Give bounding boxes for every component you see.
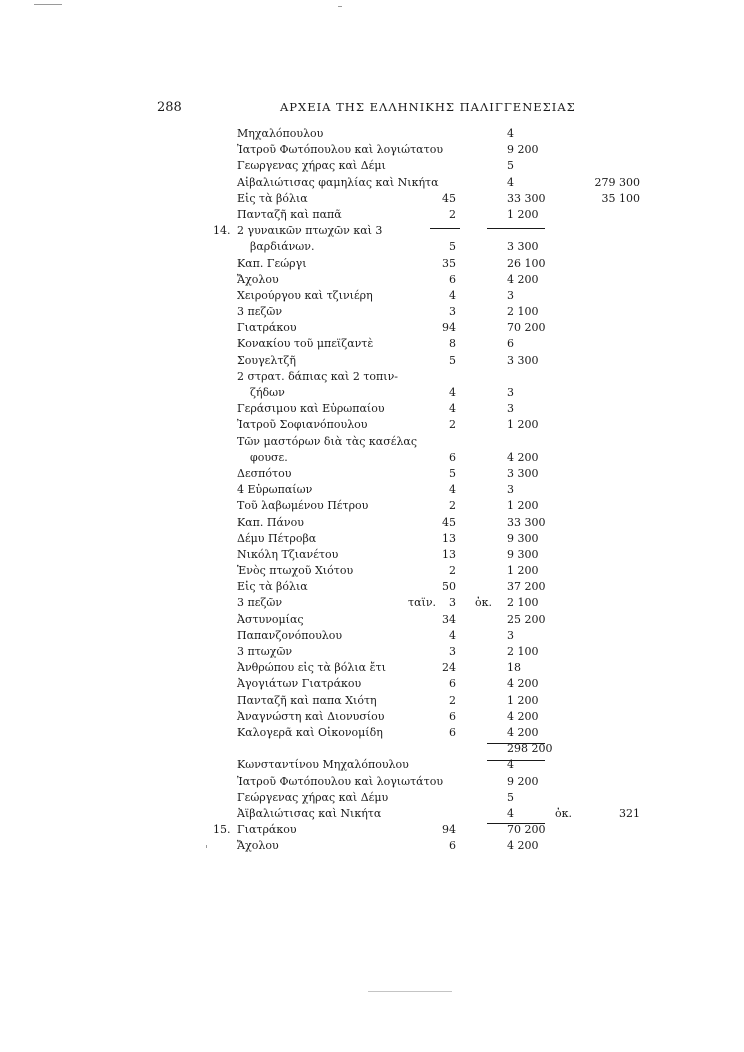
entry-count: 34: [442, 612, 456, 626]
ledger-row: [0, 239, 744, 255]
entry-count: 6: [449, 272, 456, 286]
entry-quantity: 4: [507, 806, 514, 820]
ledger-row: [0, 741, 744, 757]
entry-name: Δεσπότου: [237, 466, 292, 480]
section-number: 14.: [213, 224, 231, 238]
entry-name: Τῶν μαστόρων διὰ τὰς κασέλας: [237, 434, 418, 448]
ledger-row: [0, 482, 744, 498]
entry-quantity: 5: [507, 159, 514, 173]
ledger-row: [0, 320, 744, 336]
entry-name: Παπανζονόπουλου: [237, 628, 343, 642]
entry-quantity: 6: [507, 337, 514, 351]
entry-name: Εἰς τὰ βόλια: [237, 580, 308, 594]
entry-count: 94: [442, 321, 456, 335]
entry-quantity: 1 200: [507, 418, 539, 432]
entry-name: Σουγελτζῆ: [237, 353, 296, 367]
entry-quantity: 4 200: [507, 839, 539, 853]
running-total: 279 300: [594, 175, 640, 189]
entry-quantity: 4 200: [507, 450, 539, 464]
entry-name: Γιατράκου: [237, 823, 297, 837]
entry-name: Ἰατροῦ Φωτόπουλου καὶ λογιώτατου: [237, 143, 444, 157]
entry-name: Ἄχολου: [237, 272, 279, 286]
entry-quantity: 3: [507, 386, 514, 399]
entry-quantity: 9 200: [507, 143, 539, 157]
ledger-row: [0, 790, 744, 806]
entry-quantity: 4 200: [507, 709, 539, 723]
ledger-row: [0, 369, 744, 385]
entry-count: 8: [449, 337, 456, 351]
running-head: ΑΡΧΕΙΑ ΤΗΣ ΕΛΛΗΝΙΚΗΣ ΠΑΛΙΓΓΕΝΕΣΙΑΣ: [280, 100, 576, 114]
ledger-row: [0, 838, 744, 854]
ledger-row: [0, 498, 744, 514]
entry-name: φουσε.: [250, 450, 288, 464]
entry-name: 3 πτωχῶν: [237, 645, 293, 658]
entry-quantity: 37 200: [507, 580, 546, 594]
page-number: 288: [157, 100, 182, 115]
entry-count: 5: [449, 466, 456, 480]
entry-quantity: 3 300: [507, 353, 539, 367]
unit-mark: ταϊν.: [408, 596, 437, 610]
ledger-row: [0, 191, 744, 207]
entry-name: Ἄχολου: [237, 839, 279, 853]
entry-count: 3: [449, 305, 456, 319]
entry-name: Γεωργενας χήρας καὶ Δέμι: [237, 159, 386, 173]
entry-quantity: 2 100: [507, 596, 539, 610]
entry-count: 6: [449, 709, 456, 723]
entry-quantity: 3 300: [507, 466, 539, 480]
entry-quantity: 33 300: [507, 515, 546, 529]
entry-quantity: 2 100: [507, 645, 539, 658]
entry-quantity: 2 100: [507, 305, 539, 319]
ledger-row: [0, 353, 744, 369]
entry-count: 13: [442, 547, 456, 561]
entry-count: 94: [442, 823, 456, 837]
qty-rule: [487, 228, 545, 229]
entry-quantity: 3: [507, 483, 514, 497]
ledger-row: [0, 158, 744, 174]
entry-count: 4: [449, 288, 456, 302]
entry-count: 4: [449, 402, 456, 416]
entry-name: Καλογερᾶ καὶ Οἰκονομίδη: [237, 725, 383, 739]
final-qty-rule: [487, 823, 545, 824]
ledger-row: [0, 693, 744, 709]
ledger-row: [0, 336, 744, 352]
entry-quantity: 4: [507, 175, 514, 189]
entry-name: Τοῦ λαβωμένου Πέτρου: [237, 499, 369, 513]
sum-rule-bottom: [487, 760, 545, 761]
ledger-row: [0, 709, 744, 725]
entry-quantity: 4 200: [507, 677, 539, 691]
ledger-row: [0, 822, 744, 838]
entry-quantity: 4: [507, 758, 514, 772]
entry-quantity: 1 200: [507, 693, 539, 707]
entry-quantity: 9 300: [507, 547, 539, 561]
entry-quantity: 5: [507, 790, 514, 804]
entry-quantity: 9 200: [507, 774, 539, 788]
entry-name: Ἑνὸς πτωχοῦ Χιότου: [237, 564, 354, 578]
ledger-row: [0, 644, 744, 660]
ledger-row: [0, 434, 744, 450]
unit-mark: ὀκ.: [475, 596, 492, 610]
entry-count: 4: [449, 483, 456, 497]
entry-name: Πανταζῆ καὶ παπᾶ: [237, 207, 342, 221]
ledger-row: [0, 450, 744, 466]
entry-name: 4 Εὐρωπαίων: [237, 483, 313, 497]
entry-quantity: 298 200: [507, 742, 553, 756]
entry-name: βαρδιάνων.: [250, 240, 315, 254]
entry-name: Δέμυ Πέτροβα: [237, 531, 317, 545]
entry-count: 4: [449, 628, 456, 642]
ledger-row: [0, 547, 744, 563]
entry-quantity: 33 300: [507, 191, 546, 205]
entry-quantity: 1 200: [507, 499, 539, 513]
ledger-row: [0, 126, 744, 142]
entry-count: 13: [442, 531, 456, 545]
ledger-row: [0, 515, 744, 531]
entry-count: 2: [449, 693, 456, 707]
ledger-row: [0, 466, 744, 482]
ledger-row: [0, 417, 744, 433]
entry-count: 3: [449, 596, 456, 610]
entry-quantity: 3 300: [507, 240, 539, 254]
entry-count: 4: [449, 386, 456, 399]
entry-quantity: 1 200: [507, 207, 539, 221]
entry-count: 6: [449, 450, 456, 464]
running-total: 35 100: [601, 191, 640, 205]
ledger-row: [0, 595, 744, 611]
ledger-table: [0, 126, 744, 854]
entry-count: 2: [449, 499, 456, 513]
entry-quantity: 4 200: [507, 272, 539, 286]
running-total: 321: [619, 806, 640, 820]
entry-name: Ἰατροῦ Φωτόπουλου καὶ λογιωτάτου: [237, 774, 444, 788]
ledger-row: [0, 175, 744, 191]
entry-quantity: 26 100: [507, 256, 546, 270]
ledger-row: [0, 272, 744, 288]
entry-quantity: 18: [507, 661, 521, 675]
ledger-row: [0, 223, 744, 239]
entry-quantity: 4: [507, 127, 514, 140]
entry-quantity: 4 200: [507, 725, 539, 739]
entry-name: Ἀϊβαλιώτισας καὶ Νικήτα: [237, 806, 382, 820]
entry-name: 2 στρατ. δάπιας καὶ 2 τοπιν-: [237, 369, 399, 383]
ledger-row: [0, 142, 744, 158]
ledger-row: [0, 256, 744, 272]
entry-name: Γεράσιμου καὶ Εὐρωπαίου: [237, 402, 385, 416]
entry-name: Ἀνθρώπου εἰς τὰ βόλια ἔτι: [237, 661, 386, 675]
entry-name: ζήδων: [250, 386, 285, 399]
entry-count: 50: [442, 580, 456, 594]
ledger-row: [0, 806, 744, 822]
entry-name: Γιατράκου: [237, 321, 297, 335]
entry-name: Καπ. Γεώργι: [237, 256, 307, 270]
entry-name: Κωνσταντίνου Μηχαλόπουλου: [237, 758, 409, 772]
ledger-row: [0, 401, 744, 417]
ledger-row: [0, 628, 744, 644]
entry-count: 3: [449, 645, 456, 658]
entry-count: 6: [449, 725, 456, 739]
entry-count: 6: [449, 839, 456, 853]
entry-count: 2: [449, 207, 456, 221]
count-rule: [430, 228, 460, 229]
entry-name: Εἰς τὰ βόλια: [237, 191, 308, 205]
entry-quantity: 3: [507, 628, 514, 642]
entry-name: Μηχαλόπουλου: [237, 127, 324, 140]
entry-quantity: 3: [507, 402, 514, 416]
entry-count: 5: [449, 240, 456, 254]
entry-count: 2: [449, 418, 456, 432]
entry-name: 3 πεζῶν: [237, 305, 283, 319]
ledger-row: [0, 563, 744, 579]
ledger-row: [0, 612, 744, 628]
entry-count: 45: [442, 515, 456, 529]
entry-name: Ἀστυνομίας: [237, 612, 304, 626]
entry-count: 2: [449, 564, 456, 578]
entry-name: Ἀγογιάτων Γιατράκου: [237, 677, 362, 691]
ledger-row: [0, 757, 744, 773]
entry-name: 2 γυναικῶν πτωχῶν καὶ 3: [237, 224, 383, 238]
entry-name: Αἰβαλιώτισας φαμηλίας καὶ Νικήτα: [237, 175, 439, 189]
unit-mark: ὀκ.: [555, 806, 572, 820]
section-number: 15.: [213, 823, 231, 837]
scan-mark-top-center: [338, 6, 342, 7]
entry-count: 35: [442, 256, 456, 270]
entry-name: Πανταζῆ καὶ παπα Χιότη: [237, 693, 377, 707]
entry-name: Καπ. Πάνου: [237, 515, 304, 529]
ledger-row: [0, 660, 744, 676]
ledger-row: [0, 207, 744, 223]
entry-quantity: 25 200: [507, 612, 546, 626]
ledger-row: [0, 725, 744, 741]
ledger-row: [0, 774, 744, 790]
ledger-row: [0, 579, 744, 595]
entry-name: Ἀναγνώστη καὶ Διονυσίου: [237, 709, 385, 723]
entry-count: 24: [442, 661, 456, 675]
scan-mark-top-left: [34, 4, 62, 5]
entry-name: Νικόλη Τζιανέτου: [237, 547, 339, 561]
entry-quantity: 9 300: [507, 531, 539, 545]
sum-rule-top: [487, 743, 545, 744]
entry-name: Γεώργενας χήρας καὶ Δέμυ: [237, 790, 389, 804]
entry-quantity: 70 200: [507, 823, 546, 837]
entry-quantity: 3: [507, 288, 514, 302]
entry-quantity: 70 200: [507, 321, 546, 335]
entry-name: Χειρούργου καὶ τζινιέρη: [237, 288, 373, 302]
entry-quantity: 1 200: [507, 564, 539, 578]
entry-count: 6: [449, 677, 456, 691]
ledger-row: [0, 385, 744, 401]
entry-name: 3 πεζῶν: [237, 596, 283, 610]
entry-count: 5: [449, 353, 456, 367]
entry-count: 45: [442, 191, 456, 205]
ledger-row: [0, 288, 744, 304]
entry-name: Ἰατροῦ Σοφιανόπουλου: [237, 418, 368, 432]
scan-mark-bottom: [368, 991, 452, 992]
entry-name: Κονακίου τοῦ μπεϊζαντὲ: [237, 337, 374, 351]
ledger-row: [0, 304, 744, 320]
ledger-row: [0, 676, 744, 692]
ledger-row: [0, 531, 744, 547]
